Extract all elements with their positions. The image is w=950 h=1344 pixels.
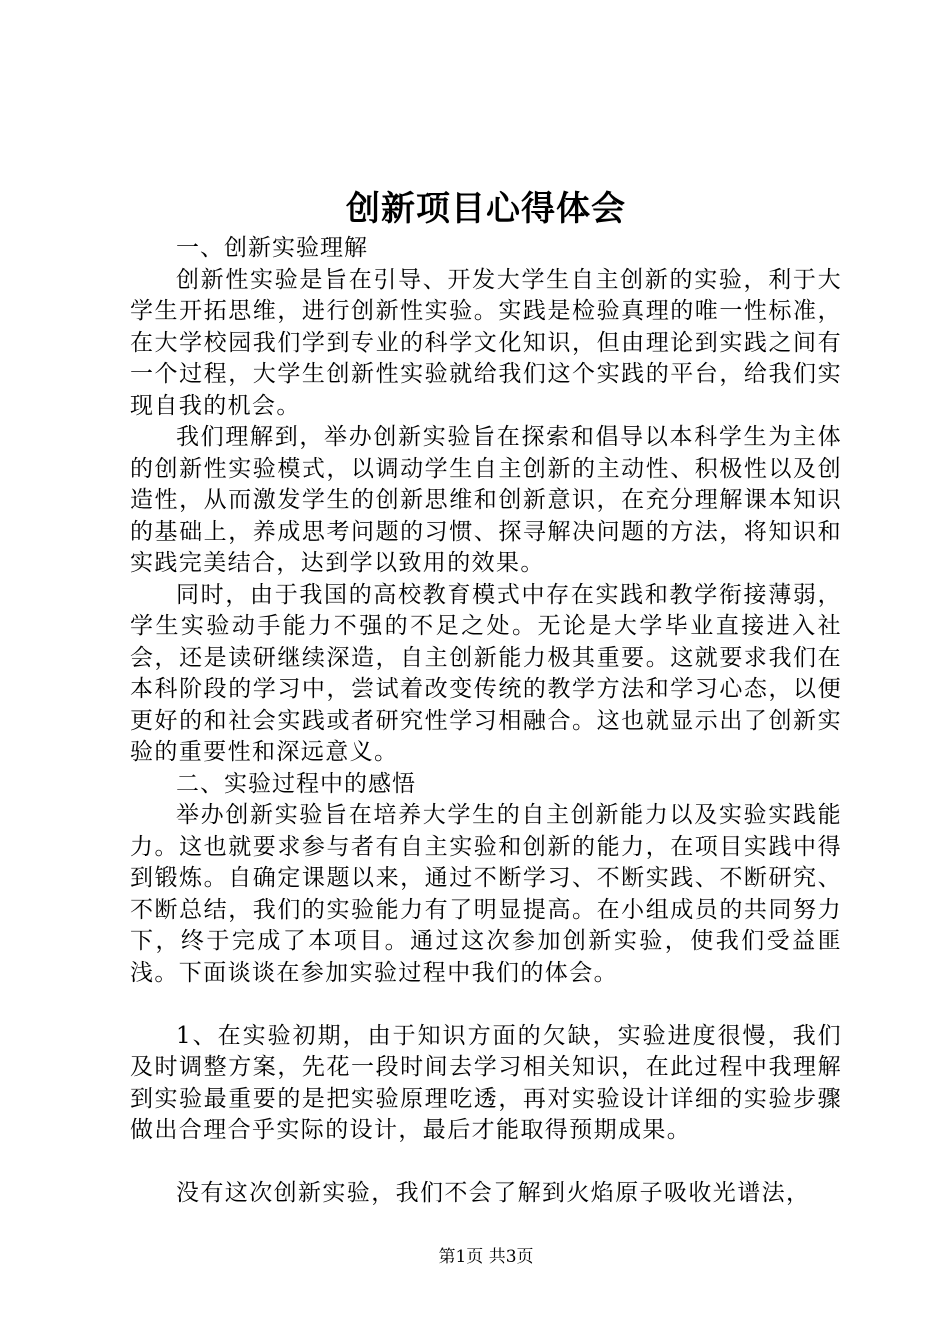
section-heading-1: 一、创新实验理解 [176,235,368,261]
paragraph: 没有这次创新实验，我们不会了解到火焰原子吸收光谱法， [176,1180,811,1206]
paragraph: 创新性实验是旨在引导、开发大学生自主创新的实验，利于大学生开拓思维，进行创新性实验。实践是检验真理的唯一性标准，在大学校园我们学到专业的科学文化知识，但由理论到实践之间有一个过程，大学生创新性实验就给我们这个实践的平台，给我们实现自我的机会。 [130,266,842,419]
document-body [130,233,842,1210]
document-title: 创新项目心得体会 [346,189,626,229]
paragraph: 我们理解到，举办创新实验旨在探索和倡导以本科学生为主体的创新性实验模式，以调动学生自主创新的主动性、积极性以及创造性，从而激发学生的创新思维和创新意识，在充分理解课本知识的基础上，养成思考问题的习惯、探寻解决问题的方法，将知识和实践完美结合，达到学以致用的效果。 [130,424,842,576]
paragraph: 1、在实验初期，由于知识方面的欠缺，实验进度很慢，我们及时调整方案，先花一段时间去学习相关知识，在此过程中我理解到实验最重要的是把实验原理吃透，再对实验设计详细的实验步骤做出合理合乎实际的设计，最后才能取得预期成果。 [130,1022,842,1143]
document-page [130,0,842,1344]
page-footer: 第1页 共3页 [438,1247,534,1267]
paragraph: 同时，由于我国的高校教育模式中存在实践和教学衔接薄弱，学生实验动手能力不强的不足之处。无论是大学毕业直接进入社会，还是读研继续深造，自主创新能力极其重要。这就要求我们在本科阶段的学习中，尝试着改变传统的教学方法和学习心态，以便更好的和社会实践或者研究性学习相融合。这也就显示出了创新实验的重要性和深远意义。 [130,581,842,765]
section-heading-2: 二、实验过程中的感悟 [176,770,416,797]
paragraph: 举办创新实验旨在培养大学生的自主创新能力以及实验实践能力。这也就要求参与者有自主实验和创新的能力，在项目实践中得到锻炼。自确定课题以来，通过不断学习、不断实践、不断研究、不断总结，我们的实验能力有了明显提高。在小组成员的共同努力下，终于完成了本项目。通过这次参加创新实验，使我们受益匪浅。下面谈谈在参加实验过程中我们的体会。 [130,802,842,986]
